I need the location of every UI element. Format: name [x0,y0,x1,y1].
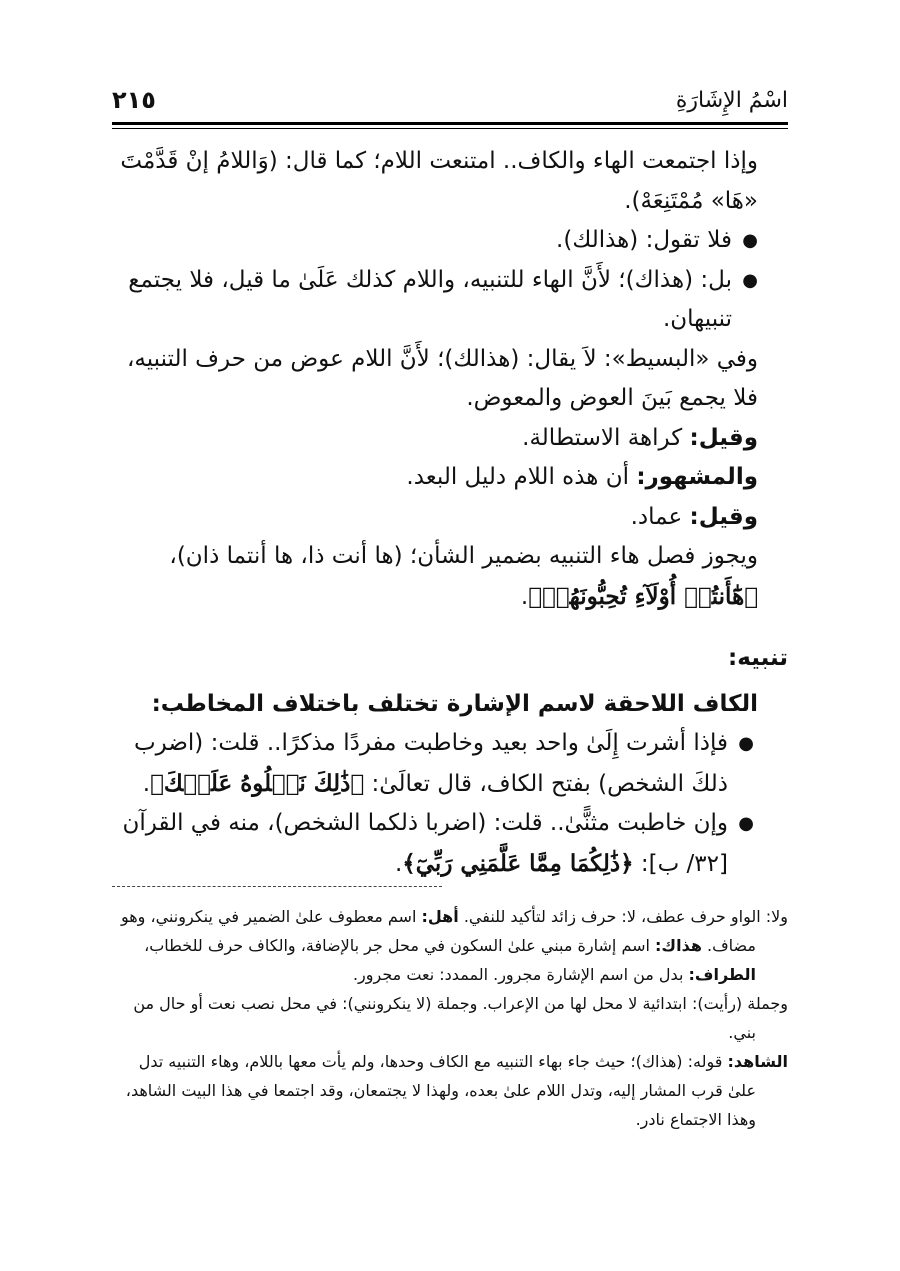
opinion-label: والمشهور: [636,464,758,490]
opinion-text: أن هذه اللام دليل البعد. [406,464,637,490]
footnote-evidence [112,1047,788,1134]
paragraph-basit: وفي «البسيط»: لاَ يقال: (هذالك)؛ لأَنَّ اللام عوض من حرف التنبيه، فلا يجمع بَينَ العوض والمعوض. [126,345,758,411]
kaf-subheading: الكاف اللاحقة لاسم الإشارة تختلف باختلاف المخاطب: [151,690,758,717]
opinion-1 [112,419,788,459]
footnote-text: بدل من اسم الإشارة مجرور. الممدد: نعت مجرور. [352,965,689,984]
opinion-2 [112,458,788,498]
bullet-list-kaf [112,724,788,884]
paragraph-separation [112,537,788,617]
opinion-text: كراهة الاستطالة. [522,424,690,451]
bullet-icon: ● [742,269,758,291]
quran-verse: ﴿ذَٰلِكُمَا مِمَّا عَلَّمَنِي رَبِّيٓ﴾ [402,849,634,877]
bullet-list-examples [112,221,788,340]
quran-verse: ﴿هَٰٓأَنتُمۡ أُوْلَآءِ تُحِبُّونَهُمۡ﴾ [528,582,758,610]
bullet-item [112,221,788,261]
paragraph-lam-rule: وإذا اجتمعت الهاء والكاف.. امتنعت اللام؛ كما قال: (وَاللامُ إنْ قَدَّمْتَ «هَا» مُمْتَنِعَهْ). [120,148,758,214]
running-title: اسْمُ الإِشَارَةِ [675,88,788,113]
header-rule-thin [112,128,788,129]
bullet-item [112,261,788,340]
footnote-sentences: وجملة (رأيت): ابتدائية لا محل لها من الإعراب. وجملة (لا ينكرونني): في محل نصب نعت أو حال من بني. [133,994,788,1042]
footnotes [112,902,788,1134]
paragraph-end: . [520,583,529,610]
main-text [112,142,788,884]
footnote-text: اسم إشارة مبني علىٰ السكون في محل جر بالإضافة، والكاف حرف للخطاب، [144,936,656,955]
opinion-3 [112,498,788,538]
bullet-item [112,724,788,804]
bullet-end: . [394,850,403,877]
paragraph-text: ويجوز فصل هاء التنبيه بضمير الشأن؛ (ها أنت ذا، ها أنتما ذان)، [169,543,758,569]
opinion-text: عماد. [630,503,690,530]
footnote-text: ولا: الواو حرف عطف، لا: حرف زائد لتأكيد للنفي. [458,907,788,926]
opinion-label: وقيل: [689,503,758,530]
bullet-icon: ● [742,230,758,251]
footnote-term: هذاك: [655,936,702,955]
bullet-item [112,804,788,884]
footnote-text: قوله: (هذاك)؛ حيث جاء بهاء التنبيه مع الكاف وحدها، ولم يأت معها باللام، وهاء التنبيه تدل علىٰ قرب المشار إليه، وتدل اللام علىٰ بعده، ولهذا لا يجتمعان، وقد اجتمعا في هذا البيت الشاهد، وهذا الاجتماع نادر. [125,1052,756,1129]
bullet-end: . [142,770,151,797]
footnote-term: الطراف: [688,965,756,984]
footnote-separator [112,886,442,887]
bullet-icon: ● [738,813,754,834]
bullet-text: بل: (هذاك)؛ لأَنَّ الهاء للتنبيه، واللام كذلك عَلَىٰ ما قيل، فلا يجتمع تنبيهان. [128,266,732,332]
opinion-label: وقيل: [689,424,758,451]
footnote-term: الشاهد: [727,1052,788,1071]
page-number: ٢١٥ [112,86,156,114]
footnote-parsing [112,902,788,989]
notice-heading: تنبيه: [728,645,788,671]
bullet-text: وإن خاطبت مثنًّىٰ.. قلت: (اضربا ذلكما الشخص)، منه في القرآن [٣٢/ ب]: [122,810,728,877]
bullet-text: فلا تقول: (هذالك). [556,227,732,253]
bullet-icon: ● [738,733,754,754]
header-rule-thick [112,122,788,125]
page-header [112,84,788,122]
bullet-text: فإذا أشرت إِلَىٰ واحد بعيد وخاطبت مفردًا مذكرًا.. قلت: (اضرب ذلكَ الشخص) بفتح الكاف، قال تعالَىٰ: [134,730,728,797]
footnote-term: أهل: [421,907,459,926]
footnote-text: اسم معطوف علىٰ الضمير في ينكرونني، وهو مضاف. [120,907,756,955]
quran-verse: ﴿ذَٰلِكَ نَتۡلُوهُ عَلَيۡكَ﴾ [150,769,365,797]
